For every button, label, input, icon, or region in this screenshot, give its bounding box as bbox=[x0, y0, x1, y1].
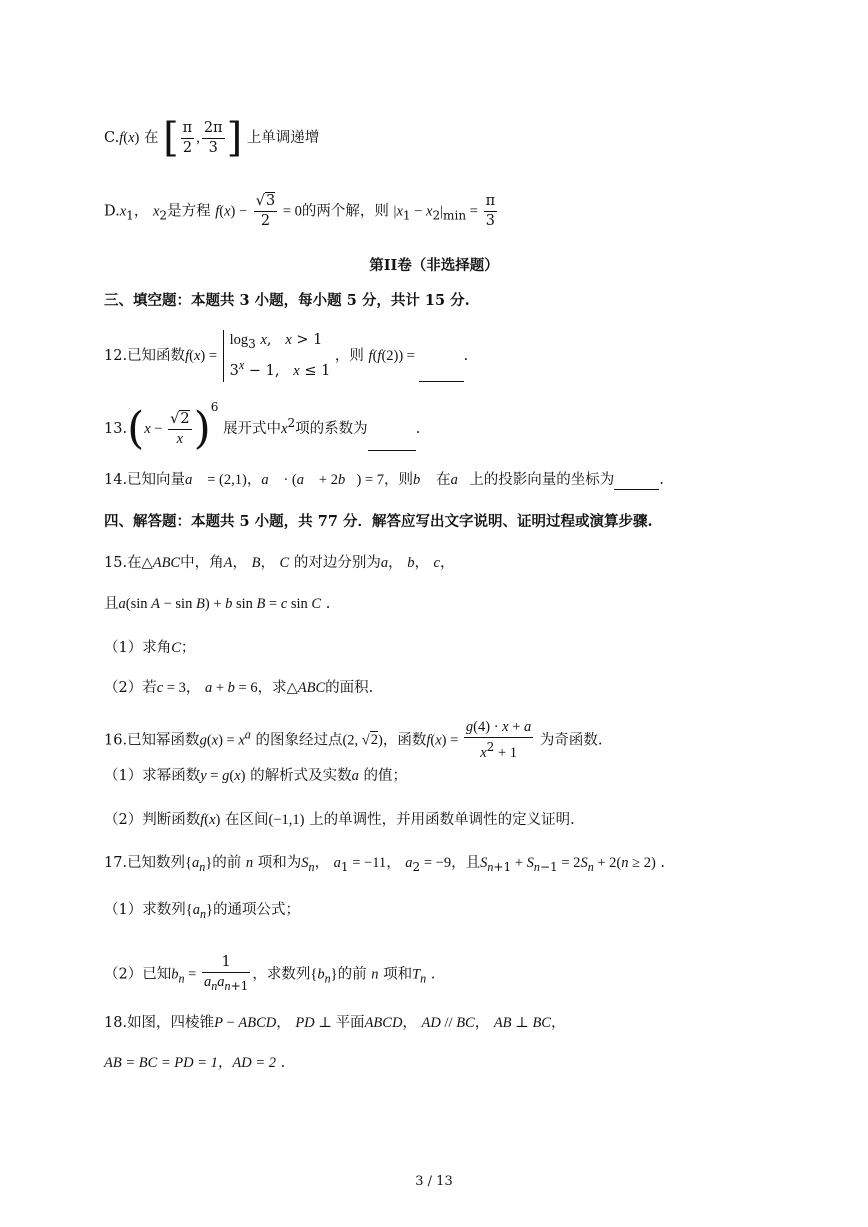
option-label: C. bbox=[104, 130, 120, 146]
question-15-part2: （2）若c = 3， a + b = 6，求△ABC的面积. bbox=[104, 680, 374, 696]
question-16-part2: （2）判断函数f(x) 在区间(−1,1) 上的单调性，并用函数单调性的定义证明. bbox=[104, 812, 575, 828]
page-number: 3 / 13 bbox=[415, 1174, 453, 1189]
section-heading-fill: 三、填空题：本题共 3 小题，每小题 5 分，共计 15 分. bbox=[104, 292, 470, 309]
question-16: 16.已知幂函数$g(x) = x^a$ 的图象经过点(2, √2)，函数f(x) = $\frac{g(4) \cdot x + a}{x^2 + 1}$ 为奇函数. bbox=[104, 719, 603, 761]
option-d: $D.x_1$， $x_2$是方程 f(x) − $\frac{√3}{2}$ = 0的两个解，则 $|x_1 - x_2|_{min}$ = $\frac{\pi}{3}$ bbox=[104, 193, 496, 229]
question-15: 15.在△ABC中，角A， B， C 的对边分别为a， b， c， bbox=[104, 555, 455, 571]
option-c: C.f(x) 在 [ $\frac{\pi}{2}$ , $\frac{2\pi}{3}$ ] 上单调递增 bbox=[104, 115, 320, 161]
section-title: 第II卷（非选择题） bbox=[369, 257, 499, 274]
question-15-condition: 且a(sin A − sin B) + b sin B = c sin C . bbox=[104, 596, 331, 612]
question-14: 14.已知向量a⃗ = (2,1)，a⃗ · (a⃗ + 2b⃗) = 7，则b⃗ 在a⃗上的投影向量的坐标为 . bbox=[104, 472, 664, 488]
question-15-part1: （1）求角C； bbox=[104, 640, 196, 656]
question-17-part1: （1）求数列$\{a_n\}$的通项公式； bbox=[104, 902, 300, 921]
question-17: 17.已知数列$\{a_n\}$的前 n 项和为$S_n$， $a_1 = -11$， $a_2 = -9$，且$S_{n+1} + S_{n-1} = 2S_n + 2(n \ge 2)$ . bbox=[104, 855, 666, 874]
section-heading-answer: 四、解答题：本题共 5 小题，共 77 分．解答应写出文字说明、证明过程或演算步骤. bbox=[104, 513, 653, 530]
question-13: 13.(x − $\frac{√2}{x}$ )$^6$ 展开式中$x^2$项的系数为 . bbox=[104, 400, 421, 454]
question-18: 18.如图，四棱锥P − ABCD， PD ⊥ 平面ABCD， AD // BC， AB ⊥ BC， bbox=[104, 1015, 566, 1031]
question-17-part2: （2）已知$b_n$ = $\frac{1}{a_na_{n+1}}$ ，求数列$\{b_n\}$的前 n 项和$T_n$ . bbox=[104, 954, 436, 993]
question-12: 12.已知函数f(x) = $\log_3 x$, x > 1 $3^x - 1$, x ≤ 1 ，则 f(f(2)) = . bbox=[104, 330, 468, 382]
question-18-line2: AB = BC = PD = 1，AD = 2 . bbox=[104, 1055, 286, 1071]
question-16-part1: （1）求幂函数y = g(x) 的解析式及实数a 的值； bbox=[104, 768, 407, 784]
